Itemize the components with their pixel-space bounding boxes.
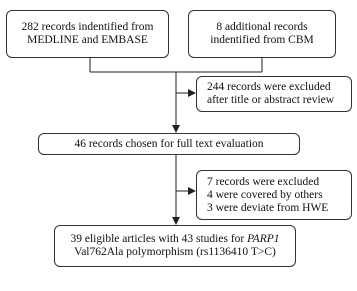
eligible-articles-box <box>54 225 296 267</box>
full-text-line-1: 46 records chosen for full text evaluation <box>74 137 264 150</box>
excluded-others-line-3: 3 were deviate from HWE <box>207 201 329 214</box>
excluded-others-box <box>196 170 352 220</box>
cbm-line-2: indentified from CBM <box>210 34 314 46</box>
excluded-title-line-2: after title or abstract review <box>207 94 335 106</box>
excluded-others-line-2: 4 were covered by others <box>207 188 323 201</box>
eligible-line-2: Val762Ala polymorphism (rs1136410 T>C) <box>74 246 276 258</box>
medline-records-box <box>6 10 169 58</box>
eligible-line-1-prefix: 39 eligible articles with 43 studies for <box>70 233 248 245</box>
excluded-title-line-1: 244 records were excluded <box>207 81 331 93</box>
medline-line-1: 282 records indentified from <box>21 21 154 33</box>
excluded-others-line-1: 7 records were excluded <box>207 175 320 188</box>
eligible-gene-name: PARP1 <box>247 233 280 245</box>
medline-line-2: MEDLINE and EMBASE <box>27 34 148 46</box>
eligible-line-1 <box>55 233 295 246</box>
cbm-line-1: 8 additional records <box>216 21 308 33</box>
excluded-title-abstract-box <box>196 76 352 112</box>
full-text-evaluation-box <box>38 133 300 155</box>
cbm-records-box <box>188 10 336 58</box>
